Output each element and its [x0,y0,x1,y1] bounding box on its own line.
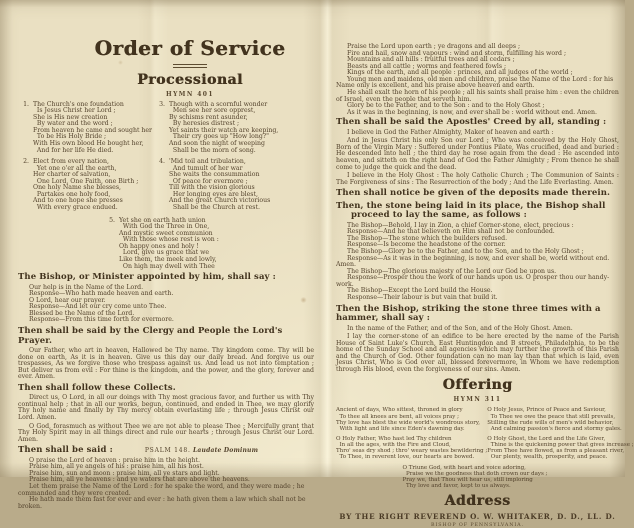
psalm-line: Let them praise the Name of the Lord : for he spake the word, and they were made ; he commanded and they were created. [18,483,305,497]
psalm-line: Beasts and all cattle ; worms and feathered fowls ; [347,62,507,70]
hymn-number-311: HYMN 311 [453,396,502,404]
hymn-line: Stilling the rude wills of men's wild behavior, [487,419,614,426]
verse-number: 2. [23,158,29,166]
hymn-line: With every grace endued. [33,204,118,212]
hymn-line: Yet saints their watch are keeping, [169,126,279,134]
hymn-line: Elect from every nation, [33,158,109,166]
versicle-line: Response—From this time forth for evermore. [29,316,174,324]
hymn-line: Her charter of salvation, [33,171,111,179]
hymn-line: To be His Holy Bride ; [33,133,107,141]
hymn-line: From heaven he came and sought her [33,126,153,134]
processional-heading: Processional [137,71,243,88]
hymn-401 [18,102,314,217]
address-speaker: BY THE RIGHT REVEREND O. W. WHITAKER, D. D., LL. D. [339,512,616,522]
psalm-line: Kings of the earth, and all people : princes, and all judges of the world ; [347,69,573,77]
hymn-line: Shall be the morn of song. [169,146,256,154]
hymn-311-column-1 [336,407,487,463]
page-title: Order of Service [94,36,286,60]
hymn-line: To Thee, in reverent love, our hearts are bowed. [336,453,475,460]
hymn-verse [487,407,633,431]
hymn-line: The Church's one foundation [33,100,124,108]
versicle-line: The Bishop—The stone which the builders refused. [347,234,508,242]
versicle-line: Response—And he that believeth on Him shall not be confounded. [347,228,555,236]
hymn-line: With God the Three in One, [119,223,210,231]
hymn-line: Till with the vision glorious [169,184,255,192]
psalm-line: Mountains and all hills : fruitful trees and all cedars ; [347,56,515,64]
hymn-verse [336,436,487,460]
hymn-311-final-verse [403,465,553,489]
hymn-line: Thy love has blest the wide world's wondrous story, [336,419,480,426]
rubric-deposits-notice: Then shall notice be given of the deposits made therein. [336,188,611,199]
title-divider [42,64,338,68]
hymn-line: With those whose rest is won : [119,236,219,244]
psalm-line: O praise the Lord of heaven : praise him in the height. [29,456,200,464]
hymn-line: Of peace for evermore ; [169,177,248,185]
versicle-line: O Lord, hear our prayer. [29,296,106,304]
versicle-line: Our help is in the Name of the Lord. [29,283,144,291]
versicle-line: Response—Is become the headstone of the corner. [347,241,506,249]
hymn-line: Praise we the goodness that doth crown our days ; [402,470,548,477]
versicle-line: The Bishop—Except the Lord build the House. [347,287,493,295]
rubric-hammer: Then the Bishop, striking the stone three times with a hammer, shall say : [336,303,601,324]
address-heading: Address [444,493,511,510]
hymn-line: By schisms rent asunder, [169,113,248,121]
hymn-line: One Lord, One Faith, one Birth ; [33,177,139,185]
hymn-line: Though with a scornful wonder [169,100,268,108]
hymn-line: Her longing eyes are blest, [169,190,258,198]
collects [18,395,314,443]
hymn-line: Men see her sore opprest, [169,107,256,115]
psalm-line: Praise him, sun and moon : praise him, all ye stars and light. [29,469,220,477]
verse-number: 4. [159,158,165,166]
hymn-line: Thro' seas dry shod ; thro' weary wastes bewildering ; [336,447,488,454]
rubric-then-shall-be-said: Then shall be said : [18,445,113,456]
versicle-line: Response—And let our cry come unto Thee. [29,303,167,311]
collect-paragraph: Direct us, O Lord, in all our doings with Thy most gracious favor, and further us with Thy continual help ; that in all our works, begun, continued, and ended in Thee, we may glorify Thy holy name and finally by Thy mercy obtain everlasting life ; through Jesus Christ our Lord. Amen. [18,394,314,422]
hymn-verse-3 [154,102,314,155]
hymn-verse-1 [18,102,154,155]
page-right [336,43,634,528]
hymn-number-401: HYMN 401 [166,90,214,98]
hymn-line: Is Jesus Christ her Lord ; [33,107,116,115]
hammer-paragraphs [336,326,619,374]
hymn-line: Partakes one holy food, [33,190,111,198]
hymn-line: And for her life He died. [33,146,114,154]
psalm-line: Glory be to the Father, and to the Son : and to the Holy Ghost ; [347,102,545,110]
hymn-line: Ancient of days, Who sittest, throned in glory [336,407,463,414]
hymn-line: O Triune God, with heart and voice adoring, [402,464,526,471]
hymn-line: She is His new creation [33,113,108,121]
hymn-311-column-2 [487,407,633,463]
hymn-verse-4 [154,159,314,212]
hymn-401-column-1 [18,102,154,217]
psalm-line: He hath made them fast for ever and ever : he hath given them a law which shall not be broken. [18,496,306,510]
versicle-line: Response—Prosper thou the work of our hands upon us. O prosper thou our handy-work. [336,274,610,288]
hymn-verse-5 [104,218,314,271]
verse-number: 1. [23,100,29,108]
psalm-latin-name: Laudate Dominum [193,447,259,455]
psalm-148-part1 [18,458,314,511]
stone-versicles [336,223,619,302]
collect-paragraph: O God, forasmuch as without Thee we are not able to please Thee ; Mercifully grant that Thy Holy Spirit may in all things direct and rule our hearts ; through Jesus Christ our Lord. Amen. [18,422,314,443]
hymn-line: Thine is the quickening power that gives increase ; [487,441,634,448]
hymn-line: With light and life since Eden's dawning day. [336,425,465,432]
versicle-line: Response—Their labour is but vain that build it. [347,293,498,301]
rubric-stone-laying: Then, the stone being laid in its place, the Bishop shall proceed to lay the same, as follows : [336,200,606,221]
hymn-line: O Holy Father, Who hast led Thy children [336,435,452,442]
psalm-line: Praise the Lord upon earth ; ye dragons and all deeps ; [347,43,521,50]
hymn-line: She waits the consummation [169,171,260,179]
hymn-line: Thy love and favor, kept to us always. [402,482,511,489]
creed-paragraph: I believe in the Holy Ghost : The holy Catholic Church ; The Communion of Saints : The Forgiveness of sins : The Resurrection of the body ; And the Life Everlasting. Amen. [336,172,619,186]
hymn-line: From Thee have flowed, as from a pleasant river, [487,447,625,454]
hymn-verse [487,436,633,460]
rubric-apostles-creed: Then shall be said the Apostles' Creed by all, standing : [336,117,607,128]
hymn-line: Oh happy ones and holy ! [119,242,199,250]
hymn-line: And soon the night of weeping [169,139,265,147]
psalm-heading-row [18,446,314,456]
hymn-line: To Thee we owe the peace that still prevails, [487,413,616,420]
hymn-line: And mystic sweet communion [119,229,213,237]
psalm-line: Praise him, all ye angels of his : praise him, all his host. [29,463,204,471]
hymn-line: By heresies distrest ; [169,120,240,128]
verse-number: 5. [109,216,115,224]
hymn-line: Lord, give us grace that we [119,249,210,257]
rubric-collects: Then shall follow these Collects. [18,382,176,393]
psalm-number: PSALM 148. [144,447,191,455]
versicle-line: The Bishop—Behold, I lay in Zion, a chief Corner-stone, elect, precious : [347,221,574,229]
verse-number: 3. [159,100,165,108]
hymn-line: With His own blood He bought her, [33,139,144,147]
hymn-line: And to one hope she presses [33,197,123,205]
psalm-line: As it was in the beginning, is now, and ever shall be : world without end. Amen. [347,108,597,116]
hymn-401-column-2 [154,102,314,217]
lords-prayer-text: Our Father, who art in heaven, Hallowed be Thy name. Thy kingdom come. Thy will be done on earth, As it is in heaven. Give us this day our daily bread. And forgive us our trespasses, As we forgive those who trespass against us. And lead us not into temptation ; But deliver us from evil : For thine is the kingdom, and the power, and the glory, forever and ever. Amen. [18,347,314,381]
hymn-line: O Holy Jesus, Prince of Peace and Saviour, [487,407,606,414]
offering-heading: Offering [442,377,513,394]
psalm-line: Young men and maidens, old men and children, praise the Name of the Lord : for his Name only is excellent, and his praise above heaven and earth. [336,75,614,90]
psalm-line: Praise him, all ye heavens : and ye waters that are above the heavens. [29,476,250,484]
hymn-line: Our plenty, wealth, prosperity, and peace. [487,453,608,460]
declaration-paragraph: I lay the corner-stone of an edifice to be here erected by the name of the Parish House of Saint Luke's Church, East Huntingdon and B streets, Philadelphia, to be the home of the Sunday School and all agencies which may further the growth of this Parish and the Church of God. Other foundation can no man lay than that which is laid, even Jesus Christ, Who is God over all, blessed forevermore, in Whom we have redemption through His blood, even the forgiveness of our sins. Amen. [336,333,619,373]
hymn-line: Yet she on earth hath union [119,216,206,224]
creed-paragraph: And in Jesus Christ his only Son our Lord ; Who was conceived by the Holy Ghost, Born of the Virgin Mary : Suffered under Pontius Pilate, Was crucified, dead and buried : He descended into hell ; the third day he rose again from the dead : He ascended into heaven, and sitteth on the right hand of God the Father Almighty ; From thence he shall come to judge the quick and the dead. [336,137,619,171]
hymn-line: And the great Church victorious [169,197,271,205]
psalm-148-part2 [336,44,619,116]
page-left [18,28,314,510]
versicle-line: Response—As it was in the beginning, is now, and ever shall be, world without end. Amen. [336,254,610,269]
versicle-line: The Bishop—Glory be to the Father, and to the Son, and to the Holy Ghost ; [347,248,584,255]
rubric-lords-prayer: Then shall be said by the Clergy and People the Lord's Prayer. [18,325,283,346]
hymn-line: In all the ages, with the Fire and Cloud, [336,441,451,448]
psalm-line: He shall exalt the horn of his people ; all his saints shall praise him : even the children of Israel, even the people that serveth him. [336,88,619,103]
versicle-line: Response—Who hath made heaven and earth. [29,290,174,298]
hymn-line: 'Mid toil and tribulation, [169,158,246,166]
hymn-line: Like them, the meek and lowly, [119,255,217,263]
hymn-verse [336,407,487,431]
psalm-reference [145,447,258,454]
hymn-line: To thee all knees are bent, all voices pray ; [336,413,460,420]
hymn-line: And tumult of her war [169,164,243,172]
hymn-311 [336,407,634,463]
psalm-line: Fire and hail, snow and vapours : wind and storm, fulfilling his word ; [347,49,567,57]
versicle-line: The Bishop—The glorious majesty of the Lord our God be upon us. [347,267,557,275]
hymn-line: Shall be the Church at rest. [169,204,260,212]
hymn-line: Their cry goes up "How long?" [169,133,269,141]
versicles [18,285,314,324]
hymn-line: On high may dwell with Thee [119,262,215,270]
hymn-line: And calming passion's fierce and stormy gales. [487,425,622,432]
creed-paragraph: I believe in God the Father Almighty, Maker of heaven and earth : [347,128,554,136]
versicle-line: Blessed be the Name of the Lord. [29,309,135,317]
address-speaker-title: BISHOP OF PENNSYLVANIA. [431,523,524,528]
hymn-line: By water and the word ; [33,120,113,128]
apostles-creed [336,130,619,187]
hymn-line: Yet one o'er all the earth, [33,164,117,172]
declaration-paragraph: In the name of the Father, and of the Son, and of the Holy Ghost. Amen. [347,324,573,332]
hymn-line: One holy Name she blesses, [33,184,121,192]
hymn-line: Pray we, that Thou wilt hear us, still imploring [402,476,533,483]
rubric-bishop-shall-say: The Bishop, or Minister appointed by him, shall say : [18,272,276,283]
hymn-line: O Holy Ghost, the Lord and the Life Giver, [487,435,606,442]
hymn-verse-2 [18,159,154,212]
